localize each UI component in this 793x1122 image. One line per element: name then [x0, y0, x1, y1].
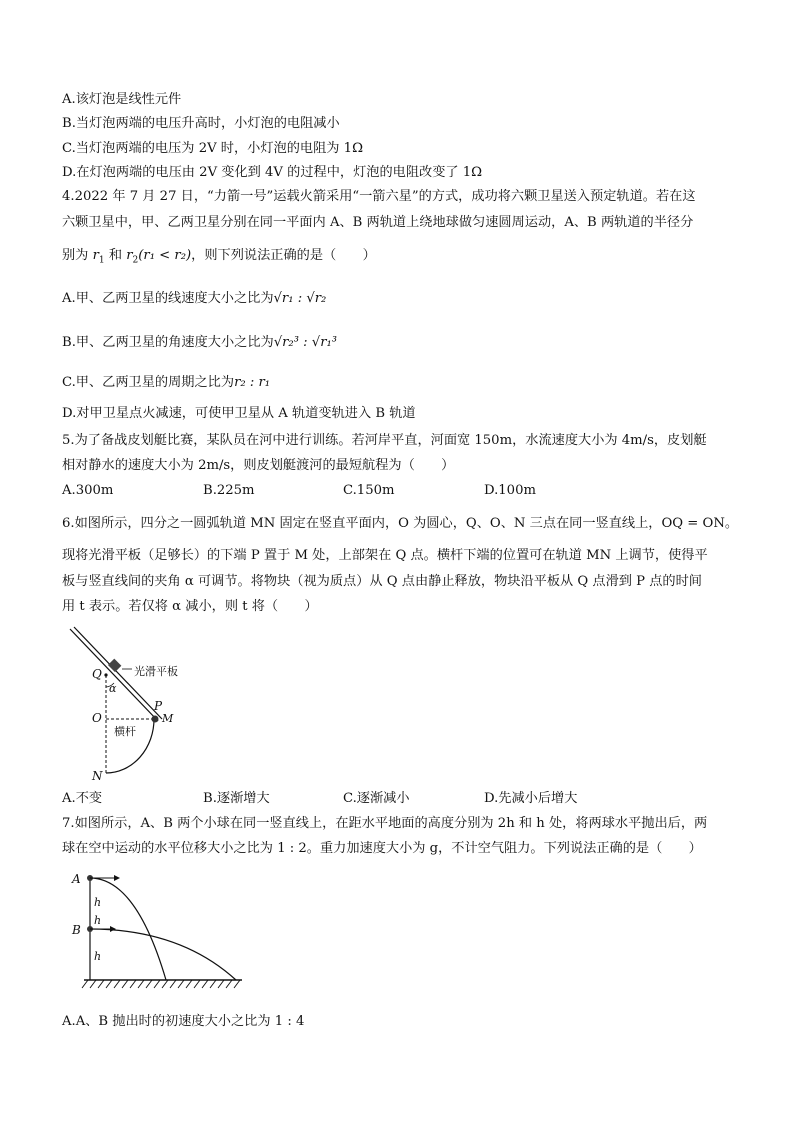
q7-figure: [70, 868, 250, 996]
q5-stem-line-1: 5.为了备战皮划艇比赛，某队员在河中进行训练。若河岸平直，河面宽 150m，水流速度大小为 4m/s，皮划艇: [62, 433, 707, 448]
q5-option-a: A.300m: [62, 483, 114, 498]
incline-diagram: [62, 625, 222, 795]
q4-option-c-text: C.甲、乙两卫星的周期之比为: [62, 375, 235, 390]
q3-option-b: B.当灯泡两端的电压升高时，小灯泡的电阻减小: [62, 116, 340, 131]
q4-option-a-text: A.甲、乙两卫星的线速度大小之比为: [62, 291, 274, 306]
q3-option-a: A.该灯泡是线性元件: [62, 92, 182, 107]
label-ball-a: A: [72, 872, 81, 886]
q6-option-d: D.先减小后增大: [484, 791, 578, 806]
q4-line3-pre: 别为: [62, 248, 93, 263]
projectile-diagram: [70, 868, 250, 996]
q6-option-a: A.不变: [62, 791, 103, 806]
q4-stem-line-1: 4.2022 年 7 月 27 日，“力箭一号”运载火箭采用“一箭六星”的方式，成功将六颗卫星送入预定轨道。若在这: [62, 189, 696, 204]
q4-option-d: D.对甲卫星点火减速，可使甲卫星从 A 轨道变轨进入 B 轨道: [62, 406, 416, 421]
q5-option-b: B.225m: [203, 483, 255, 498]
q5-option-d: D.100m: [484, 483, 536, 498]
q4-option-a-math: √r₁ : √r₂: [273, 291, 327, 306]
label-q: Q: [92, 667, 102, 681]
q6-stem-line-1: 6.如图所示，四分之一圆弧轨道 MN 固定在竖直平面内，O 为圆心，Q、O、N 三点在同一竖直线上，OQ = ON。: [62, 516, 739, 531]
q3-option-d: D.在灯泡两端的电压由 2V 变化到 4V 的过程中，灯泡的电阻改变了 1Ω: [62, 165, 483, 180]
r2-symbol: r: [126, 248, 133, 263]
label-height-2: h: [94, 914, 102, 927]
label-bar: 横杆: [114, 725, 136, 738]
q4-option-b-math: √r₂³ : √r₁³: [273, 335, 338, 350]
q4-option-b-text: B.甲、乙两卫星的角速度大小之比为: [62, 335, 274, 350]
label-p: P: [154, 699, 163, 713]
q5-option-c: C.150m: [343, 483, 395, 498]
q6-figure: [62, 625, 222, 795]
q5-stem-line-2: 相对静水的速度大小为 2m/s，则皮划艇渡河的最短航程为（ ）: [62, 458, 455, 473]
label-height-1: h: [94, 896, 102, 909]
q7-stem-line-1: 7.如图所示，A、B 两个小球在同一竖直线上，在距水平地面的高度分别为 2h 和 h 处，将两球水平抛出后，两: [62, 816, 708, 831]
label-o: O: [92, 711, 102, 725]
q4-stem-line-2: 六颗卫星中，甲、乙两卫星分别在同一平面内 A、B 两轨道上绕地球做匀速圆周运动，A、B 两轨道的半径分: [62, 215, 694, 230]
label-board: 光滑平板: [134, 665, 178, 678]
q3-option-c: C.当灯泡两端的电压为 2V 时，小灯泡的电阻为 1Ω: [62, 141, 363, 156]
q4-and: 和: [104, 248, 127, 263]
label-n: N: [92, 769, 103, 783]
q6-stem-line-4: 用 t 表示。若仅将 α 减小，则 t 将（ ）: [62, 599, 318, 614]
r1-symbol: r: [92, 248, 99, 263]
q7-option-a: A.A、B 抛出时的初速度大小之比为 1 : 4: [62, 1014, 305, 1029]
q6-stem-line-3: 板与竖直线间的夹角 α 可调节。将物块（视为质点）从 Q 点由静止释放，物块沿平板从 Q 点滑到 P 点的时间: [62, 574, 702, 589]
q7-stem-line-2: 球在空中运动的水平位移大小之比为 1 : 2。重力加速度大小为 g，不计空气阻力。下列说法正确的是（ ）: [62, 841, 702, 856]
q4-option-c: [62, 374, 270, 392]
radius-condition: (r₁ < r₂): [138, 248, 192, 263]
q4-stem-line-3: 别为 $r_1$ 和 $r_2(r_1 < r_2)$，则下列说法正确的是（ ）: [62, 248, 376, 266]
q6-option-b: B.逐渐增大: [203, 791, 270, 806]
q6-option-c: C.逐渐减小: [343, 791, 410, 806]
q6-stem-line-2: 现将光滑平板（足够长）的下端 P 置于 M 处，上部架在 Q 点。横杆下端的位置可在轨道 MN 上调节，使得平: [62, 548, 708, 563]
q4-option-c-math: r₂ : r₁: [234, 375, 271, 390]
label-alpha: α: [109, 682, 117, 695]
q4-line3-post: ，则下列说法正确的是（ ）: [191, 248, 376, 263]
q4-option-a: [62, 290, 326, 308]
label-height-3: h: [94, 950, 102, 963]
label-m: M: [162, 712, 174, 725]
label-ball-b: B: [72, 923, 81, 937]
q4-option-b: [62, 334, 337, 352]
